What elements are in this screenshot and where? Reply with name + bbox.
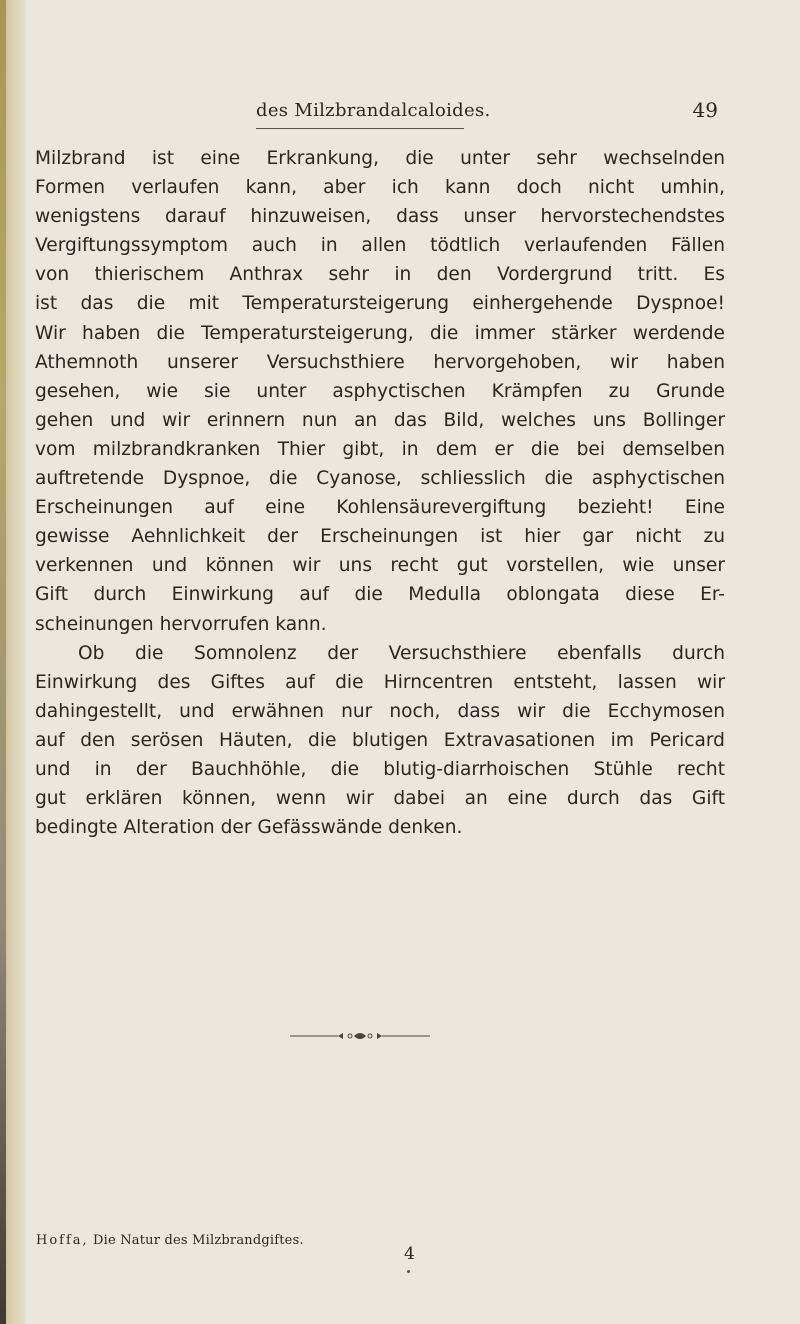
footer-author: Hoffa, — [36, 1233, 89, 1248]
text-line: auf den serösen Häuten, die blutigen Extravasationen im Pericard — [35, 729, 725, 751]
running-header — [256, 98, 718, 132]
signature-dot — [407, 1270, 410, 1273]
text-line: gesehen, wie sie unter asphyctischen Krämpfen zu Grunde — [35, 380, 725, 402]
text-line: vom milzbrandkranken Thier gibt, in dem er die bei demselben — [35, 438, 725, 460]
page-number: 49 — [692, 98, 718, 122]
paragraph-2 — [35, 639, 725, 843]
text-line: gehen und wir erinnern nun an das Bild, welches uns Bollinger — [35, 409, 725, 431]
text-line: und in der Bauchhöhle, die blutig-diarrhoischen Stühle recht — [35, 758, 725, 780]
footer-book-title: Die Natur des Milzbrandgiftes. — [93, 1233, 304, 1248]
text-line: verkennen und können wir uns recht gut vorstellen, wie unser — [35, 555, 725, 577]
text-line: Athemnoth unserer Versuchsthiere hervorgehoben, wir haben — [35, 351, 725, 373]
text-line: Einwirkung des Giftes auf die Hirncentren entsteht, lassen wir — [35, 671, 725, 693]
text-line: Erscheinungen auf eine Kohlensäurevergiftung bezieht! Eine — [35, 497, 725, 519]
text-line: von thierischem Anthrax sehr in den Vordergrund tritt. Es — [35, 264, 725, 286]
ornament-divider-icon — [290, 1030, 430, 1042]
book-spine-edge — [0, 0, 6, 1324]
text-line: gewisse Aehnlichkeit der Erscheinungen ist hier gar nicht zu — [35, 526, 725, 548]
running-title: des Milzbrandalcaloides. — [256, 100, 491, 121]
footer-note — [36, 1233, 304, 1248]
text-line: ist das die mit Temperatursteigerung einhergehende Dyspnoe! — [35, 293, 725, 315]
text-line: auftretende Dyspnoe, die Cyanose, schliesslich die asphyctischen — [35, 468, 725, 490]
signature-mark: 4 — [404, 1244, 415, 1264]
paragraph-1 — [35, 144, 725, 639]
text-line: scheinungen hervorrufen kann. — [35, 613, 327, 635]
text-line: Gift durch Einwirkung auf die Medulla oblongata diese Er- — [35, 584, 725, 606]
text-line: Vergiftungssymptom auch in allen tödtlich verlaufenden Fällen — [35, 235, 725, 257]
text-line: Wir haben die Temperatursteigerung, die immer stärker werdende — [35, 322, 725, 344]
text-line: Formen verlaufen kann, aber ich kann doch nicht umhin, — [35, 177, 725, 199]
text-line: Ob die Somnolenz der Versuchsthiere ebenfalls durch — [78, 642, 725, 664]
header-rule — [256, 128, 464, 129]
text-line: gut erklären können, wenn wir dabei an eine durch das Gift — [35, 788, 725, 810]
text-line: bedingte Alteration der Gefässwände denken. — [35, 817, 463, 839]
text-line: wenigstens darauf hinzuweisen, dass unser hervorstechendstes — [35, 206, 725, 228]
body-text — [35, 144, 725, 842]
text-line: Milzbrand ist eine Erkrankung, die unter sehr wechselnden — [35, 148, 725, 169]
text-line: dahingestellt, und erwähnen nur noch, dass wir die Ecchymosen — [35, 700, 725, 722]
